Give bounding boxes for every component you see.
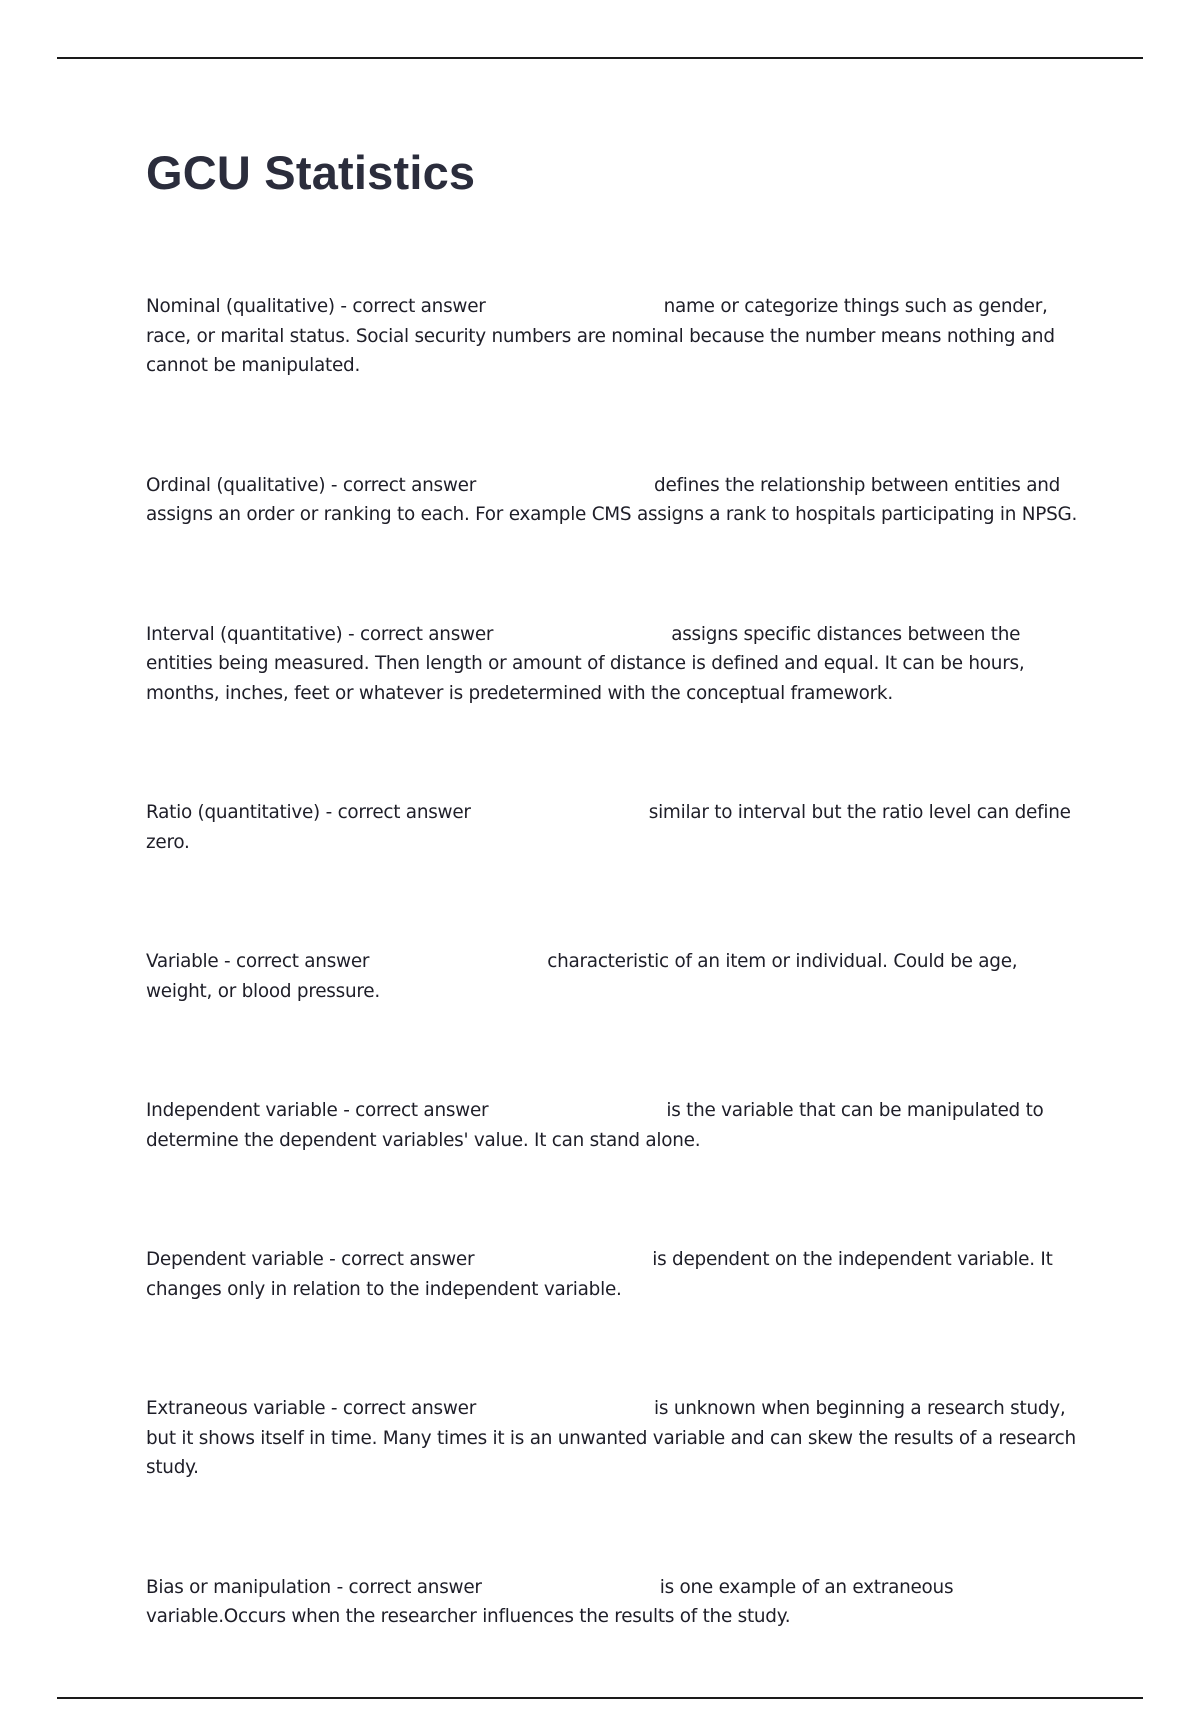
top-rule xyxy=(57,57,1143,59)
flashcard-entry xyxy=(146,947,1082,1006)
bottom-rule xyxy=(57,1697,1143,1699)
flashcard-entry xyxy=(146,1245,1082,1304)
entry-term: Dependent variable - correct answer xyxy=(146,1249,475,1270)
page-title: GCU Statistics xyxy=(146,146,476,199)
flashcard-entry xyxy=(146,620,1082,709)
entry-term: Interval (quantitative) - correct answer xyxy=(146,623,494,645)
flashcard-entry xyxy=(146,798,1082,857)
entry-definition: defines the relationship between entities and assigns an order or ranking to each. For example CMS assigns a rank to hospitals participating in NPSG. xyxy=(146,474,1078,525)
entry-term: Ordinal (qualitative) - correct answer xyxy=(146,474,477,496)
flashcard-entry xyxy=(146,1096,1082,1155)
entry-definition: is the variable that can be manipulated to determine the dependent variables' value. It can stand alone. xyxy=(146,1100,1044,1151)
flashcard-entry xyxy=(146,1394,1082,1483)
entry-definition: name or categorize things such as gender, race, or marital status. Social security numbers are nominal because the number means nothing and cannot be manipulated. xyxy=(146,296,1055,376)
flashcard-entry xyxy=(146,292,1082,381)
entry-term: Bias or manipulation - correct answer xyxy=(146,1576,482,1598)
entry-definition: is dependent on the independent variable. It changes only in relation to the independent variable. xyxy=(146,1249,1053,1300)
entry-definition: assigns specific distances between the entities being measured. Then length or amount of distance is defined and equal. It can be hours, months, inches, feet or whatever is predetermined with the conceptual framework. xyxy=(146,623,1025,704)
entry-definition: similar to interval but the ratio level can define zero. xyxy=(146,802,1071,853)
entry-term: Ratio (quantitative) - correct answer xyxy=(146,802,471,823)
entry-term: Independent variable - correct answer xyxy=(146,1100,489,1121)
entry-definition: characteristic of an item or individual. Could be age, weight, or blood pressure. xyxy=(146,951,1018,1002)
entry-term: Nominal (qualitative) - correct answer xyxy=(146,296,486,317)
entry-definition: is one example of an extraneous variable.Occurs when the researcher influences the results of the study. xyxy=(146,1576,954,1627)
entry-term: Extraneous variable - correct answer xyxy=(146,1398,477,1419)
flashcard-list xyxy=(146,292,1082,1722)
entry-term: Variable - correct answer xyxy=(146,951,370,972)
entry-definition: is unknown when beginning a research study, but it shows itself in time. Many times it is an unwanted variable and can skew the results of a research study. xyxy=(146,1398,1076,1478)
flashcard-entry xyxy=(146,1573,1082,1632)
flashcard-entry xyxy=(146,471,1082,530)
